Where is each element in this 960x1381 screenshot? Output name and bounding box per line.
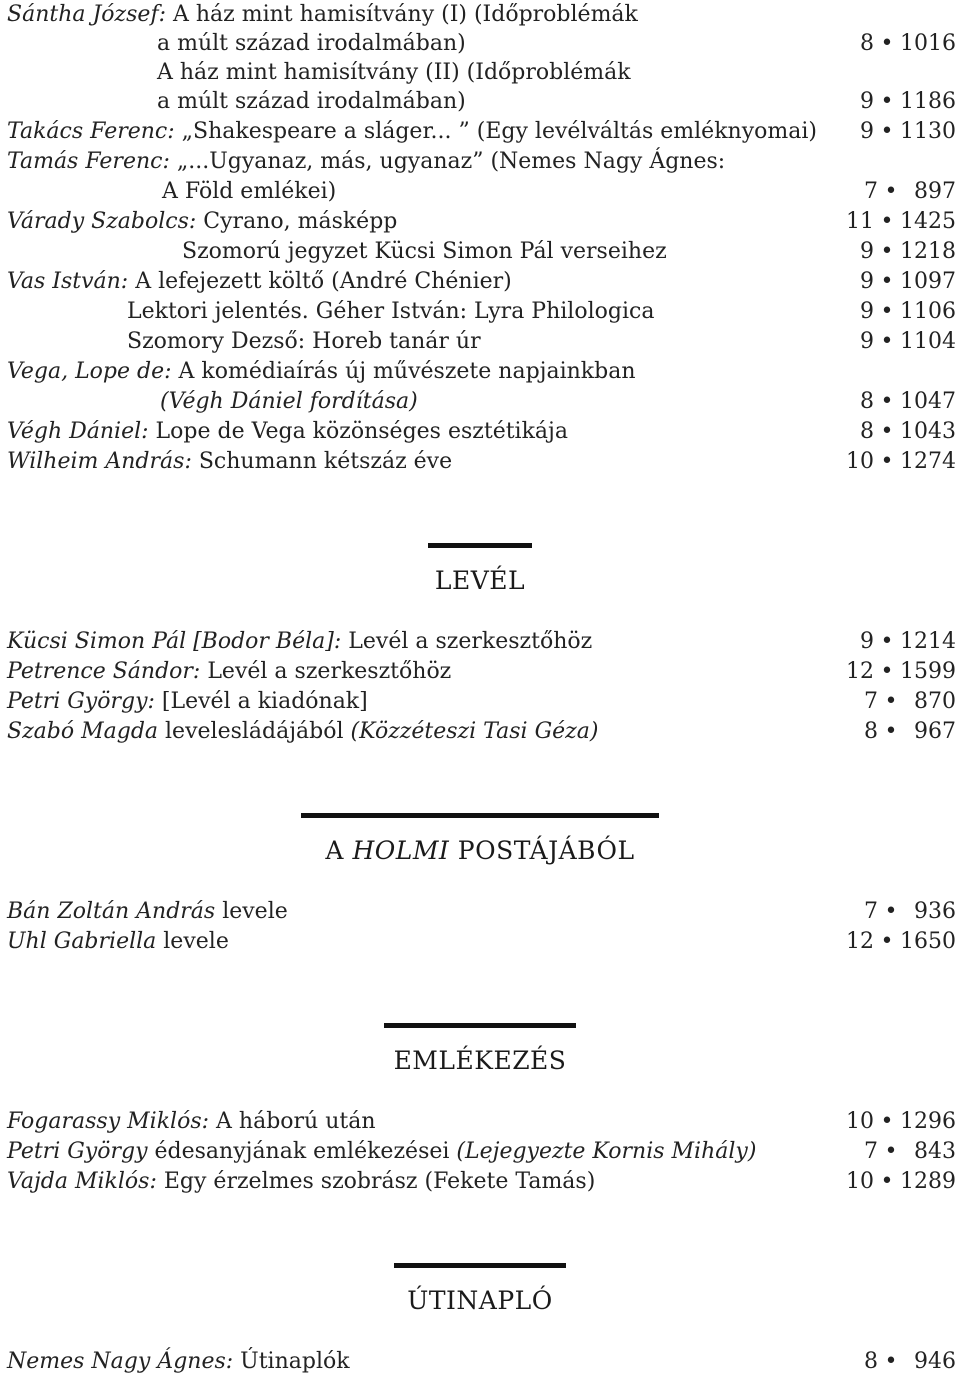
entry-title: Útinaplók bbox=[233, 1349, 350, 1374]
entry-author: Uhl Gabriella bbox=[7, 929, 157, 954]
entry-author: Kücsi Simon Pál [Bodor Béla]: bbox=[7, 629, 342, 654]
section-heading-postajabol bbox=[0, 813, 960, 865]
entry-ref bbox=[844, 87, 956, 117]
entry-text bbox=[7, 447, 452, 477]
entry-note: (Közzéteszi Tasi Géza) bbox=[350, 719, 599, 744]
entry-text bbox=[7, 207, 397, 237]
section-title: EMLÉKEZÉS bbox=[393, 1046, 567, 1075]
entry-text bbox=[7, 117, 817, 147]
entry-page: 1106 bbox=[900, 299, 956, 324]
section-title: ÚTINAPLÓ bbox=[407, 1286, 553, 1315]
bullet-separator: • bbox=[880, 119, 894, 144]
entry-volume: 12 bbox=[846, 929, 874, 954]
entry-volume: 7 bbox=[864, 899, 878, 924]
entry-author: Petri György bbox=[7, 1139, 148, 1164]
entry-text bbox=[7, 687, 368, 717]
entry-page: 1599 bbox=[900, 659, 956, 684]
entry-volume: 9 bbox=[860, 269, 874, 294]
entry-volume: 8 bbox=[860, 419, 874, 444]
bullet-separator: • bbox=[880, 31, 894, 56]
bullet-separator: • bbox=[880, 269, 894, 294]
entry-author: Vajda Miklós: bbox=[7, 1169, 157, 1194]
entry-title: Lope de Vega közönséges esztétikája bbox=[148, 419, 568, 444]
entry-volume: 12 bbox=[846, 659, 874, 684]
entry-volume: 10 bbox=[846, 1109, 874, 1134]
entry-text bbox=[7, 1347, 350, 1377]
toc-entry bbox=[0, 267, 960, 297]
section-heading-level bbox=[0, 543, 960, 595]
entry-title: Egy érzelmes szobrász (Fekete Tamás) bbox=[156, 1169, 596, 1194]
toc-entry bbox=[0, 717, 960, 747]
entry-ref bbox=[844, 657, 956, 687]
entry-ref bbox=[844, 417, 956, 447]
entry-page: 1650 bbox=[900, 929, 956, 954]
entry-ref bbox=[844, 327, 956, 357]
entry-title: „Shakespeare a sláger... ” (Egy levélváltás emléknyomai) bbox=[174, 119, 817, 144]
bullet-separator: • bbox=[880, 209, 894, 234]
entry-author: Vas István: bbox=[7, 269, 129, 294]
entry-author: Szabó Magda bbox=[7, 719, 159, 744]
entry-ref bbox=[848, 897, 956, 927]
toc-entry bbox=[0, 117, 960, 147]
toc-entry bbox=[0, 327, 960, 357]
bullet-separator: • bbox=[880, 239, 894, 264]
bullet-separator: • bbox=[884, 179, 898, 204]
heading-rule bbox=[301, 813, 659, 818]
heading-rule bbox=[428, 543, 532, 548]
toc-entry bbox=[0, 897, 960, 927]
bullet-separator: • bbox=[880, 299, 894, 324]
bullet-separator: • bbox=[884, 1139, 898, 1164]
entry-volume: 9 bbox=[860, 119, 874, 144]
bullet-separator: • bbox=[880, 659, 894, 684]
entry-ref bbox=[844, 207, 956, 237]
entry-author: Sántha József: bbox=[7, 2, 166, 27]
toc-entry bbox=[0, 657, 960, 687]
entry-text bbox=[7, 717, 598, 747]
entry-page: 843 bbox=[914, 1139, 956, 1164]
entry-title: A ház mint hamisítvány (I) (Időproblémák bbox=[166, 2, 638, 27]
entry-author: Fogarassy Miklós: bbox=[7, 1109, 210, 1134]
entry-ref bbox=[844, 1107, 956, 1137]
entry-title: Levél a szerkesztőhöz bbox=[200, 659, 452, 684]
toc-entry bbox=[0, 207, 960, 237]
heading-rule bbox=[394, 1263, 566, 1268]
bullet-separator: • bbox=[880, 629, 894, 654]
toc-entry bbox=[0, 58, 960, 88]
entry-ref bbox=[848, 687, 956, 717]
entry-ref bbox=[844, 237, 956, 267]
toc-entry bbox=[0, 297, 960, 327]
toc-entry bbox=[0, 29, 960, 59]
entry-text bbox=[7, 927, 229, 957]
entry-text bbox=[7, 1107, 376, 1137]
section-title: LEVÉL bbox=[434, 566, 526, 595]
entry-author: Bán Zoltán András bbox=[7, 899, 216, 924]
bullet-separator: • bbox=[880, 1109, 894, 1134]
entry-ref bbox=[844, 267, 956, 297]
bullet-separator: • bbox=[880, 389, 894, 414]
bullet-separator: • bbox=[880, 1169, 894, 1194]
entry-volume: 9 bbox=[860, 299, 874, 324]
entry-volume: 7 bbox=[864, 1139, 878, 1164]
entry-volume: 8 bbox=[864, 719, 878, 744]
entry-author: Vega, Lope de: bbox=[7, 359, 172, 384]
entry-page: 1186 bbox=[900, 89, 956, 114]
entry-ref bbox=[844, 447, 956, 477]
entry-text bbox=[7, 0, 638, 30]
toc-entry bbox=[0, 627, 960, 657]
bullet-separator: • bbox=[880, 329, 894, 354]
entry-title: „...Ugyanaz, más, ugyanaz” (Nemes Nagy Ágnes: bbox=[169, 149, 726, 174]
toc-entry bbox=[0, 1107, 960, 1137]
entry-page: 897 bbox=[914, 179, 956, 204]
entry-text bbox=[7, 1137, 756, 1167]
entry-author: Végh Dániel: bbox=[7, 419, 149, 444]
entry-ref bbox=[844, 1167, 956, 1197]
entry-page: 1043 bbox=[900, 419, 956, 444]
bullet-separator: • bbox=[884, 899, 898, 924]
entry-title: édesanyjának emlékezései bbox=[147, 1139, 457, 1164]
bullet-separator: • bbox=[880, 89, 894, 114]
entry-ref bbox=[844, 117, 956, 147]
entry-author: Várady Szabolcs: bbox=[7, 209, 197, 234]
toc-entry bbox=[0, 1347, 960, 1377]
entry-page: 1214 bbox=[900, 629, 956, 654]
entry-page: 936 bbox=[914, 899, 956, 924]
toc-entry bbox=[0, 147, 960, 177]
entry-page: 1130 bbox=[900, 119, 956, 144]
toc-entry bbox=[0, 1167, 960, 1197]
toc-entry bbox=[0, 927, 960, 957]
entry-page: 1016 bbox=[900, 31, 956, 56]
entry-page: 1289 bbox=[900, 1169, 956, 1194]
entry-volume: 9 bbox=[860, 629, 874, 654]
entry-note: (Lejegyezte Kornis Mihály) bbox=[456, 1139, 757, 1164]
entry-title: Lektori jelentés. Géher István: Lyra Philologica bbox=[127, 299, 655, 324]
entry-text bbox=[7, 627, 592, 657]
entry-text bbox=[7, 1167, 595, 1197]
entry-title: A Föld emlékei) bbox=[162, 179, 337, 204]
entry-text bbox=[7, 657, 451, 687]
entry-volume: 7 bbox=[864, 179, 878, 204]
entry-page: 1104 bbox=[900, 329, 956, 354]
entry-ref bbox=[848, 1137, 956, 1167]
toc-entry bbox=[0, 387, 960, 417]
entry-text bbox=[7, 267, 512, 297]
entry-volume: 10 bbox=[846, 449, 874, 474]
entry-title: Levél a szerkesztőhöz bbox=[341, 629, 593, 654]
entry-ref bbox=[848, 1347, 956, 1377]
section-title-magazine: HOLMI bbox=[352, 836, 450, 865]
entry-volume: 8 bbox=[860, 31, 874, 56]
entry-title: Szomory Dezső: Horeb tanár úr bbox=[127, 329, 481, 354]
bullet-separator: • bbox=[880, 929, 894, 954]
entry-ref bbox=[848, 177, 956, 207]
entry-title: levelesládájából bbox=[158, 719, 351, 744]
entry-volume: 11 bbox=[846, 209, 874, 234]
bullet-separator: • bbox=[884, 689, 898, 714]
entry-page: 1218 bbox=[900, 239, 956, 264]
entry-volume: 8 bbox=[860, 389, 874, 414]
bullet-separator: • bbox=[880, 419, 894, 444]
entry-page: 1425 bbox=[900, 209, 956, 234]
heading-rule bbox=[384, 1023, 576, 1028]
entry-ref bbox=[848, 717, 956, 747]
toc-entry bbox=[0, 177, 960, 207]
entry-page: 946 bbox=[914, 1349, 956, 1374]
entry-title: Schumann kétszáz éve bbox=[191, 449, 453, 474]
toc-entry bbox=[0, 687, 960, 717]
entry-title: A háború után bbox=[209, 1109, 376, 1134]
section-heading-utinaplo bbox=[0, 1263, 960, 1315]
entry-author: Tamás Ferenc: bbox=[7, 149, 170, 174]
entry-ref bbox=[844, 387, 956, 417]
entry-author: Takács Ferenc: bbox=[7, 119, 175, 144]
entry-title: (Végh Dániel fordítása) bbox=[160, 389, 418, 414]
entry-author: Nemes Nagy Ágnes: bbox=[7, 1349, 234, 1374]
entry-title: a múlt század irodalmában) bbox=[157, 31, 466, 56]
entry-volume: 9 bbox=[860, 89, 874, 114]
section-heading-emlekezes bbox=[0, 1023, 960, 1075]
entry-page: 1274 bbox=[900, 449, 956, 474]
entry-page: 870 bbox=[914, 689, 956, 714]
entry-page: 1296 bbox=[900, 1109, 956, 1134]
entry-title: [Levél a kiadónak] bbox=[154, 689, 368, 714]
entry-author: Petrence Sándor: bbox=[7, 659, 201, 684]
entry-title: levele bbox=[156, 929, 229, 954]
entry-volume: 7 bbox=[864, 689, 878, 714]
entry-text bbox=[7, 357, 636, 387]
bullet-separator: • bbox=[880, 449, 894, 474]
bullet-separator: • bbox=[884, 1349, 898, 1374]
entry-text bbox=[7, 147, 725, 177]
toc-entry bbox=[0, 1137, 960, 1167]
entry-volume: 10 bbox=[846, 1169, 874, 1194]
section-title-part: A bbox=[325, 836, 353, 865]
entry-title: Cyrano, másképp bbox=[196, 209, 398, 234]
entry-title: A komédiaírás új művészete napjainkban bbox=[171, 359, 636, 384]
entry-title: a múlt század irodalmában) bbox=[157, 89, 466, 114]
entry-ref bbox=[844, 927, 956, 957]
entry-ref bbox=[844, 627, 956, 657]
entry-title: Szomorú jegyzet Kücsi Simon Pál verseihez bbox=[182, 239, 667, 264]
toc-entry bbox=[0, 447, 960, 477]
entry-title: A ház mint hamisítvány (II) (Időproblémák bbox=[157, 60, 631, 85]
bullet-separator: • bbox=[884, 719, 898, 744]
entry-ref bbox=[844, 297, 956, 327]
toc-entry bbox=[0, 237, 960, 267]
entry-author: Wilheim András: bbox=[7, 449, 192, 474]
entry-author: Petri György: bbox=[7, 689, 155, 714]
entry-volume: 9 bbox=[860, 329, 874, 354]
section-title bbox=[0, 836, 960, 865]
entry-text bbox=[7, 417, 568, 447]
entry-ref bbox=[844, 29, 956, 59]
toc-entry bbox=[0, 357, 960, 387]
section-title-part: POSTÁJÁBÓL bbox=[449, 836, 635, 865]
entry-text bbox=[7, 897, 288, 927]
entry-page: 967 bbox=[914, 719, 956, 744]
toc-entry bbox=[0, 0, 960, 30]
entry-volume: 9 bbox=[860, 239, 874, 264]
toc-entry bbox=[0, 87, 960, 117]
entry-title: A lefejezett költő (André Chénier) bbox=[128, 269, 512, 294]
toc-entry bbox=[0, 417, 960, 447]
entry-volume: 8 bbox=[864, 1349, 878, 1374]
entry-title: levele bbox=[215, 899, 288, 924]
entry-page: 1047 bbox=[900, 389, 956, 414]
entry-page: 1097 bbox=[900, 269, 956, 294]
